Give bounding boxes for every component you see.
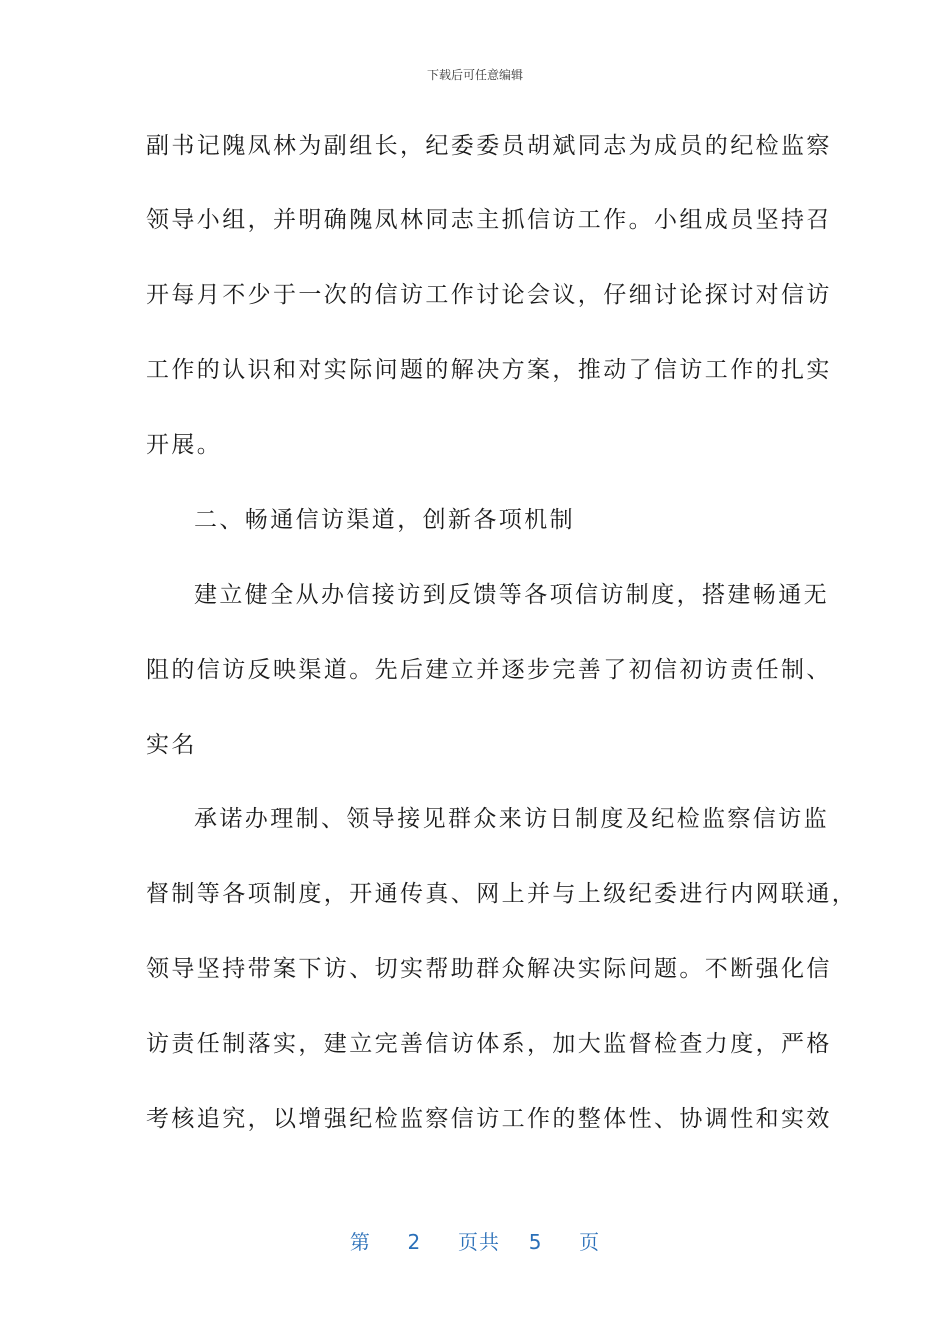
paragraph-line: 访责任制落实，建立完善信访体系，加大监督检查力度，严格	[146, 1031, 832, 1057]
footer-middle: 页共	[458, 1230, 500, 1254]
paragraph-line: 考核追究，以增强纪检监察信访工作的整体性、协调性和实效	[146, 1106, 832, 1132]
section-heading: 二、畅通信访渠道，创新各项机制	[194, 507, 575, 533]
footer-suffix: 页	[579, 1230, 601, 1254]
paragraph-line: 开每月不少于一次的信访工作讨论会议，仔细讨论探讨对信访	[146, 282, 832, 308]
paragraph-line: 开展。	[146, 432, 223, 458]
paragraph-line: 建立健全从办信接访到反馈等各项信访制度，搭建畅通无	[194, 582, 829, 608]
paragraph-line: 副书记隗凤林为副组长，纪委委员胡斌同志为成员的纪检监察	[146, 133, 832, 159]
footer-prefix: 第	[349, 1230, 371, 1254]
paragraph-line: 阻的信访反映渠道。先后建立并逐步完善了初信初访责任制、	[146, 657, 832, 683]
total-pages-number: 5	[528, 1230, 543, 1254]
paragraph-line: 督制等各项制度，开通传真、网上并与上级纪委进行内网联通，	[146, 881, 858, 907]
paragraph-line: 领导小组，并明确隗凤林同志主抓信访工作。小组成员坚持召	[146, 207, 832, 233]
paragraph-line: 工作的认识和对实际问题的解决方案，推动了信访工作的扎实	[146, 357, 832, 383]
paragraph-line: 实名	[146, 732, 197, 758]
paragraph-line: 承诺办理制、领导接见群众来访日制度及纪检监察信访监	[194, 806, 829, 832]
paragraph-line: 领导坚持带案下访、切实帮助群众解决实际问题。不断强化信	[146, 956, 832, 982]
page-header: 下载后可任意编辑	[426, 68, 523, 82]
page-footer	[0, 1226, 950, 1255]
current-page-number: 2	[407, 1230, 422, 1254]
